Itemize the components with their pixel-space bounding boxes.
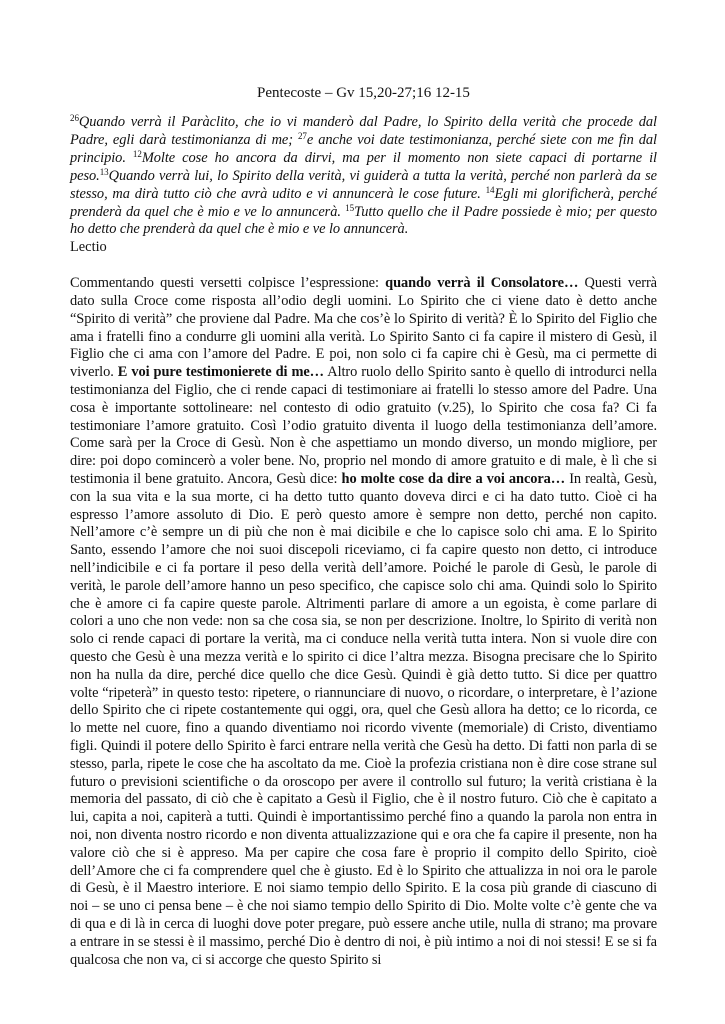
commentary-text: Questi verrà dato sulla Croce come risposta all’odio degli uomini. Lo Spirito che ci viene dato è detto anche “Spirito di verità” che proviene dal Padre. Ma che cos’è lo Spirito di verità? È lo Spirito del Figlio che ama i fratelli fino a condurre gli uomini alla verità. Lo Spirito Santo ci fa capire il mistero di Gesù, il Figlio che ci ama con l’amore del Padre. E poi, non solo ci fa capire chi è Gesù, ma ci permette di viverlo. [70, 275, 657, 381]
verse-text: Egli mi glorificherà, perché prenderà da quel che è mio e ve lo annuncerà. [70, 185, 657, 220]
verse-number: 14 [485, 184, 495, 195]
commentary-paragraph [70, 275, 657, 969]
verse-text: Tutto quello che il Padre possiede è mio; per questo ho detto che prenderà da quel che è mio e ve lo annuncerà. [70, 203, 657, 238]
commentary-emphasis: E voi pure testimonierete di me… [117, 364, 324, 381]
verse-number: 12 [132, 148, 142, 159]
verse-number: 15 [345, 202, 355, 213]
verse-text: Quando verrà lui, lo Spirito della verità, vi guiderà a tutta la verità, perché non parlerà da se stesso, ma dirà tutto ciò che avrà udito e vi annuncerà le cose future. [70, 167, 657, 202]
verse-number: 26 [70, 113, 79, 123]
commentary-emphasis: quando verrà il Consolatore… [385, 275, 579, 292]
document-title: Pentecoste – Gv 15,20-27;16 12-15 [257, 85, 470, 101]
verse-number: 27 [297, 130, 307, 141]
verse-text: e anche voi date testimonianza, perché siete con me fin dal principio. [70, 131, 657, 166]
commentary-emphasis: ho molte cose da dire a voi ancora… [341, 471, 566, 488]
verse-text: Molte cose ho ancora da dirvi, ma per il momento non siete capaci di portarne il peso. [70, 149, 657, 184]
commentary-text: Altro ruolo dello Spirito santo è quello di introdurci nella testimonianza del Figlio, che ci rende capaci di testimoniare ai fratelli lo stesso amore del Padre. Una cosa è importante sottolineare: nel contesto di odio gratuito (v.25), lo Spirito che cosa fa? Ci fa testimoniare l’amore gratuito. Così l’odio gratuito diventa il luogo della testimonianza dell’amore. Come sarà per la Croce di Gesù. Non è che aspettiamo un mondo diverso, un mondo migliore, per dire: poi dopo comincerò a voler bene. No, proprio nel mondo di amore gratuito e di male, è lì che si testimonia il bene gratuito. Ancora, Gesù dice: [70, 364, 657, 488]
lectio-label: Lectio [70, 239, 107, 256]
verse-number: 13 [99, 166, 109, 177]
verse-text: Quando verrà il Paràclito, che io vi manderò dal Padre, lo Spirito della verità che procede dal Padre, egli darà testimonianza di me; [70, 114, 657, 148]
commentary-text: In realtà, Gesù, con la sua vita e la sua morte, ci ha detto tutto quanto doveva dirci e ci ha dato tutto. Cioè ci ha espresso l’amore assoluto di Dio. E però questo amore è sempre non detto, perché non capito. Nell’amore c’è sempre un di più che non è mai dicibile e che lo capisce solo chi ama. E lo Spirito Santo, essendo l’amore che noi suoi discepoli riceviamo, ci fa capire questo non detto, ci introduce nell’indicibile e ci fa portare il peso della verità dell’amore. Poiché le parole di Gesù, le parole di verità, le parole dell’amore hanno un peso specifico, che capisce solo chi ama. Quindi solo lo Spirito che è amore ci fa capire queste parole. Altrimenti parlare di amore a un egoista, è come parlare di colori a uno che non vede: non sa che cosa sia, se non per descrizione. Inoltre, lo Spirito di verità non solo ci rende capaci di portare la verità, ma ci conduce nella verità tutta intera. Non si vuole dire con questo che Gesù è una mezza verità e lo spirito ci dice l’altra mezza. Bisogna precisare che lo Spirito non ha nulla da dire, perché dice quello che dice Gesù. Quindi è già detto tutto. Si dice per quattro volte “ripeterà” in questo testo: ripetere, o riannunciare di nuovo, o ricordare, o interpretare, è l’azione dello Spirito che ci ripete costantemente qui oggi, ora, quel che Gesù allora ha detto; ce lo ricorda, ce lo mette nel cuore, fino a quando diventiamo noi ricordo vivente (memoriale) di Cristo, diventiamo figli. Quindi il potere dello Spirito è farci entrare nella verità che Gesù ha detto. Di fatti non parla di se stesso, parla, ripete le cose che ha ascoltato da me. Cioè la profezia cristiana non è dire cose strane sul futuro o previsioni scientifiche o da oroscopo per avere il controllo sul futuro; la verità cristiana è la memoria del passato, di ciò che è capitato a Gesù il Figlio, che è il nostro futuro. Ciò che è capitato a lui, capita a noi, capiterà a tutti. Quindi è importantissimo perché fino a quando la parola non entra in noi, non diventa nostro ricordo e non diventa attualizzazione qui e ora che fa capire il presente, non ha valore ciò che si è appreso. Ma per capire che cosa fare è proprio il compito dello Spirito, cioè dell’Amore che ci fa comprendere quel che è giusto. Ed è lo Spirito che attualizza in noi ora le parole di Gesù, è il Maestro interiore. E noi siamo tempio dello Spirito. E la cosa più grande di ciascuno di noi – se uno ci pensa bene – è che noi siamo tempio dello Spirito di Dio. Molte volte c’è gente che va di qua e di là in cerca di luoghi dove poter pregare, può essere anche utile, nulla di strano; ma provare a entrare in se stessi è il massimo, perché Dio è dentro di noi, è più intimo a noi di noi stessi! E se si fa qualcosa che non va, ci si accorge che questo Spirito si [70, 471, 657, 968]
gospel-passage [70, 114, 657, 239]
commentary-text: Commentando questi versetti colpisce l’espressione: [70, 275, 386, 292]
